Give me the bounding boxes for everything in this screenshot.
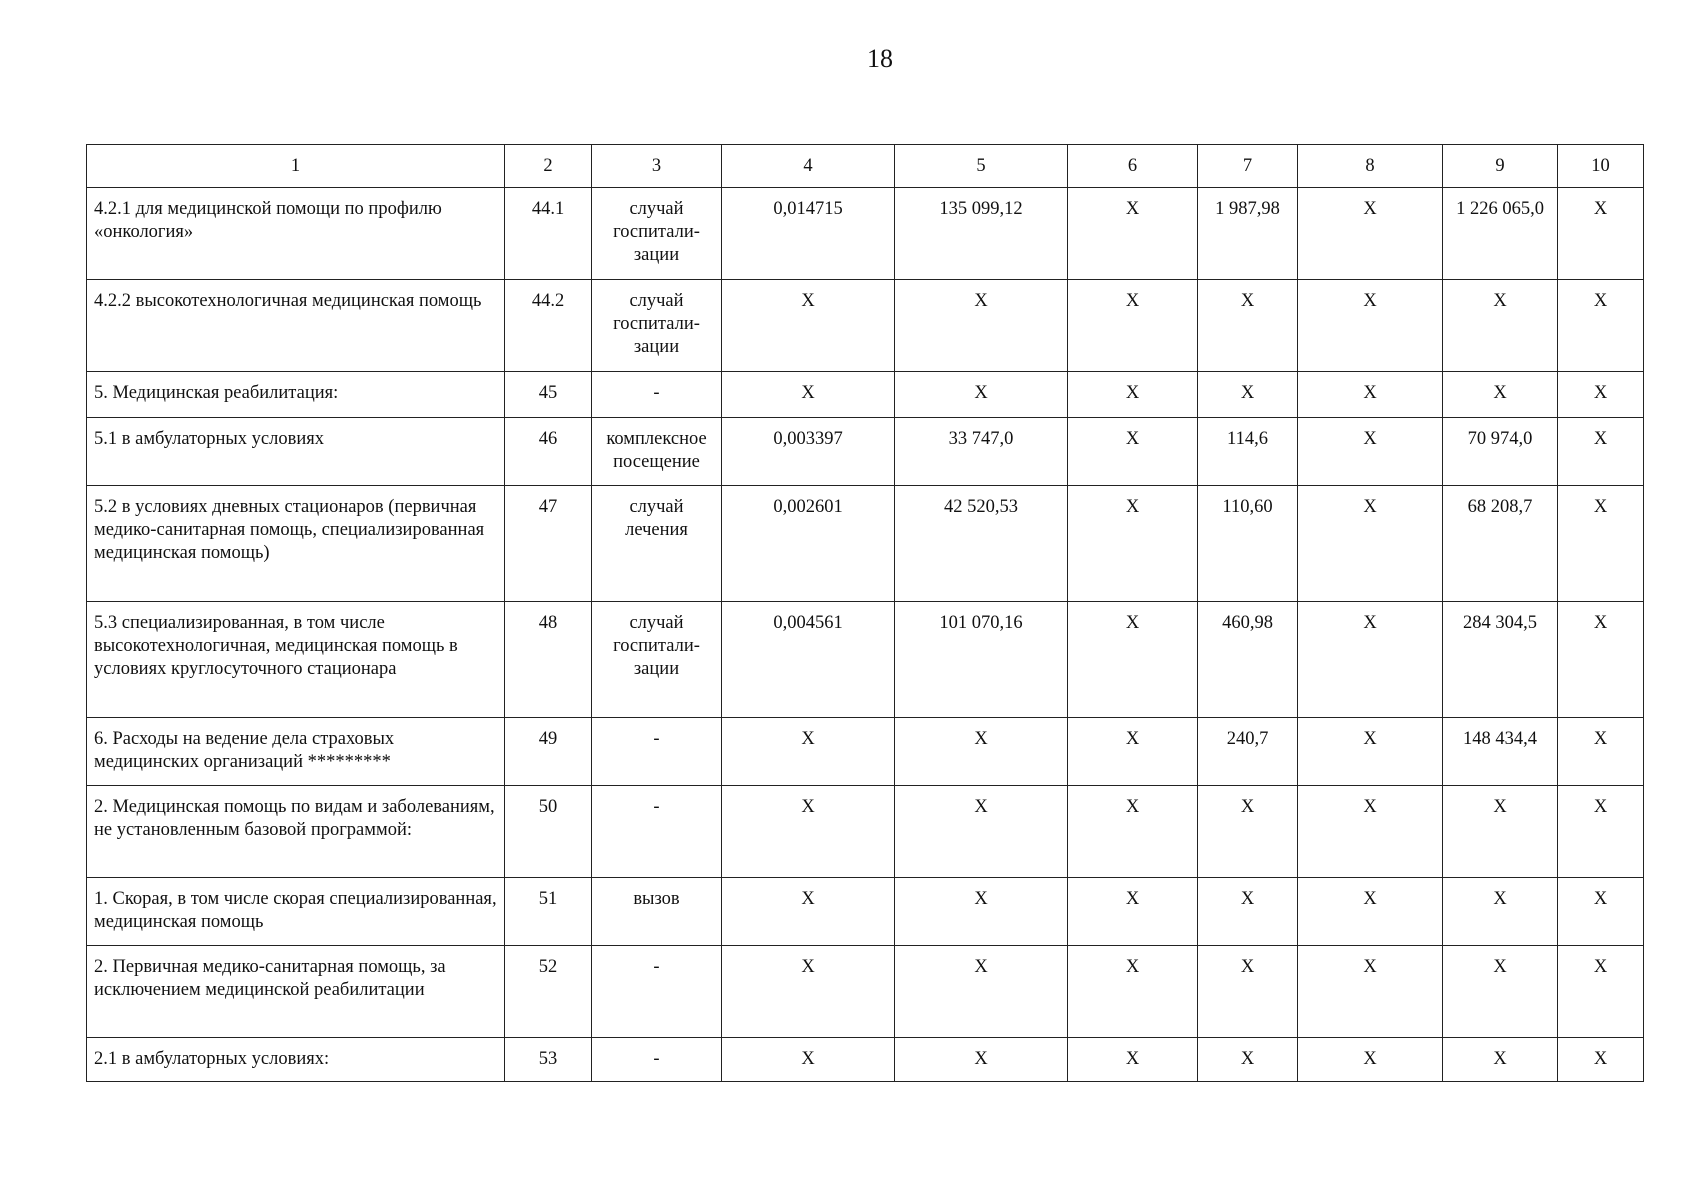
table-cell: X <box>1198 786 1298 878</box>
column-number-cell: 1 <box>87 145 505 188</box>
table-cell: случай госпитали-зации <box>592 602 722 718</box>
table-row <box>87 280 1644 372</box>
table-cell: X <box>1558 1038 1644 1082</box>
table-cell: X <box>1298 1038 1443 1082</box>
table-cell: 49 <box>505 718 592 786</box>
table-cell: X <box>1298 946 1443 1038</box>
table-cell: X <box>895 372 1068 418</box>
table-cell: X <box>1198 878 1298 946</box>
column-number-cell: 9 <box>1443 145 1558 188</box>
table-cell: X <box>722 786 895 878</box>
table-cell: 0,014715 <box>722 188 895 280</box>
data-table <box>86 144 1644 1082</box>
row-label-cell: 5.3 специализированная, в том числе высокотехнологичная, медицинская помощь в условиях круглосуточного стационара <box>87 602 505 718</box>
row-label-cell: 1. Скорая, в том числе скорая специализированная, медицинская помощь <box>87 878 505 946</box>
table-cell: - <box>592 718 722 786</box>
table-cell: X <box>722 718 895 786</box>
table-cell: 44.2 <box>505 280 592 372</box>
column-number-cell: 7 <box>1198 145 1298 188</box>
table-cell: X <box>1068 280 1198 372</box>
table-cell: X <box>895 878 1068 946</box>
table-cell: 47 <box>505 486 592 602</box>
table-cell: X <box>1558 786 1644 878</box>
table-cell: 0,002601 <box>722 486 895 602</box>
table-row <box>87 718 1644 786</box>
table-cell: 52 <box>505 946 592 1038</box>
table-cell: X <box>1298 418 1443 486</box>
table-cell: X <box>1068 946 1198 1038</box>
table-cell: X <box>1298 280 1443 372</box>
table-cell: X <box>895 786 1068 878</box>
table-row <box>87 486 1644 602</box>
table-cell: X <box>1443 1038 1558 1082</box>
table-cell: X <box>1068 188 1198 280</box>
table-cell: X <box>1198 1038 1298 1082</box>
table-cell: X <box>1298 372 1443 418</box>
table-cell: X <box>1298 786 1443 878</box>
table-cell: X <box>1558 372 1644 418</box>
row-label-cell: 4.2.1 для медицинской помощи по профилю «онкология» <box>87 188 505 280</box>
column-number-cell: 3 <box>592 145 722 188</box>
table-cell: 460,98 <box>1198 602 1298 718</box>
table-cell: X <box>722 1038 895 1082</box>
table-cell: X <box>1068 718 1198 786</box>
table-cell: 48 <box>505 602 592 718</box>
row-label-cell: 6. Расходы на ведение дела страховых медицинских организаций ********* <box>87 718 505 786</box>
table-cell: X <box>722 946 895 1038</box>
column-number-cell: 4 <box>722 145 895 188</box>
table-cell: X <box>722 372 895 418</box>
table-cell: X <box>1198 280 1298 372</box>
page-number: 18 <box>867 44 893 73</box>
column-number-cell: 5 <box>895 145 1068 188</box>
table-row <box>87 878 1644 946</box>
table-cell: 33 747,0 <box>895 418 1068 486</box>
table-cell: X <box>895 1038 1068 1082</box>
table-cell: X <box>1558 486 1644 602</box>
table-row <box>87 1038 1644 1082</box>
table-cell: X <box>1558 878 1644 946</box>
table-cell: 135 099,12 <box>895 188 1068 280</box>
table-cell: - <box>592 1038 722 1082</box>
column-number-cell: 8 <box>1298 145 1443 188</box>
table-cell: X <box>1558 418 1644 486</box>
row-label-cell: 5. Медицинская реабилитация: <box>87 372 505 418</box>
table-cell: 42 520,53 <box>895 486 1068 602</box>
table-cell: X <box>895 280 1068 372</box>
table-cell: 46 <box>505 418 592 486</box>
table-cell: X <box>1198 946 1298 1038</box>
table-cell: 240,7 <box>1198 718 1298 786</box>
table-cell: X <box>1443 280 1558 372</box>
table-cell: X <box>1443 878 1558 946</box>
table-cell: 50 <box>505 786 592 878</box>
table-cell: X <box>1443 946 1558 1038</box>
table-row <box>87 188 1644 280</box>
table-cell: вызов <box>592 878 722 946</box>
table-cell: X <box>1298 602 1443 718</box>
table-cell: X <box>1298 878 1443 946</box>
table-cell: X <box>1558 188 1644 280</box>
table-row <box>87 602 1644 718</box>
table-cell: 0,003397 <box>722 418 895 486</box>
table-cell: комплексное посещение <box>592 418 722 486</box>
table-cell: 114,6 <box>1198 418 1298 486</box>
table-cell: случай лечения <box>592 486 722 602</box>
table-cell: X <box>1068 372 1198 418</box>
table-cell: X <box>1068 418 1198 486</box>
table-cell: - <box>592 372 722 418</box>
table-cell: X <box>1558 280 1644 372</box>
table-cell: 0,004561 <box>722 602 895 718</box>
row-label-cell: 2.1 в амбулаторных условиях: <box>87 1038 505 1082</box>
table-cell: 284 304,5 <box>1443 602 1558 718</box>
column-number-cell: 10 <box>1558 145 1644 188</box>
table-row <box>87 946 1644 1038</box>
table-cell: 53 <box>505 1038 592 1082</box>
table-cell: X <box>1298 486 1443 602</box>
row-label-cell: 5.1 в амбулаторных условиях <box>87 418 505 486</box>
table-cell: - <box>592 786 722 878</box>
table-cell: 51 <box>505 878 592 946</box>
table-cell: 1 987,98 <box>1198 188 1298 280</box>
table-cell: X <box>1298 188 1443 280</box>
table-cell: X <box>1068 1038 1198 1082</box>
table-row <box>87 418 1644 486</box>
table-cell: X <box>1443 786 1558 878</box>
table-cell: случай госпитали-зации <box>592 188 722 280</box>
table-cell: случай госпитали-зации <box>592 280 722 372</box>
table-cell: X <box>895 718 1068 786</box>
table-cell: X <box>1068 786 1198 878</box>
column-number-cell: 6 <box>1068 145 1198 188</box>
table-cell: 101 070,16 <box>895 602 1068 718</box>
table-cell: 1 226 065,0 <box>1443 188 1558 280</box>
table-cell: X <box>1068 602 1198 718</box>
row-label-cell: 5.2 в условиях дневных стационаров (первичная медико-санитарная помощь, специализированная медицинская помощь) <box>87 486 505 602</box>
table-cell: X <box>1558 602 1644 718</box>
table-cell: X <box>1298 718 1443 786</box>
table-cell: X <box>1558 718 1644 786</box>
table-cell: X <box>895 946 1068 1038</box>
table-cell: X <box>1443 372 1558 418</box>
row-label-cell: 4.2.2 высокотехнологичная медицинская помощь <box>87 280 505 372</box>
row-label-cell: 2. Медицинская помощь по видам и заболеваниям, не установленным базовой программой: <box>87 786 505 878</box>
table-cell: 70 974,0 <box>1443 418 1558 486</box>
table-cell: - <box>592 946 722 1038</box>
table-cell: 45 <box>505 372 592 418</box>
row-label-cell: 2. Первичная медико-санитарная помощь, за исключением медицинской реабилитации <box>87 946 505 1038</box>
table-row <box>87 786 1644 878</box>
table-cell: X <box>722 280 895 372</box>
table-header-row <box>87 145 1644 188</box>
table-cell: X <box>1068 486 1198 602</box>
table-cell: 44.1 <box>505 188 592 280</box>
table-cell: X <box>1068 878 1198 946</box>
table-body <box>87 145 1644 1082</box>
table-cell: X <box>1558 946 1644 1038</box>
column-number-cell: 2 <box>505 145 592 188</box>
table-cell: X <box>722 878 895 946</box>
table-cell: X <box>1198 372 1298 418</box>
table-cell: 148 434,4 <box>1443 718 1558 786</box>
table-cell: 110,60 <box>1198 486 1298 602</box>
table-row <box>87 372 1644 418</box>
table-cell: 68 208,7 <box>1443 486 1558 602</box>
